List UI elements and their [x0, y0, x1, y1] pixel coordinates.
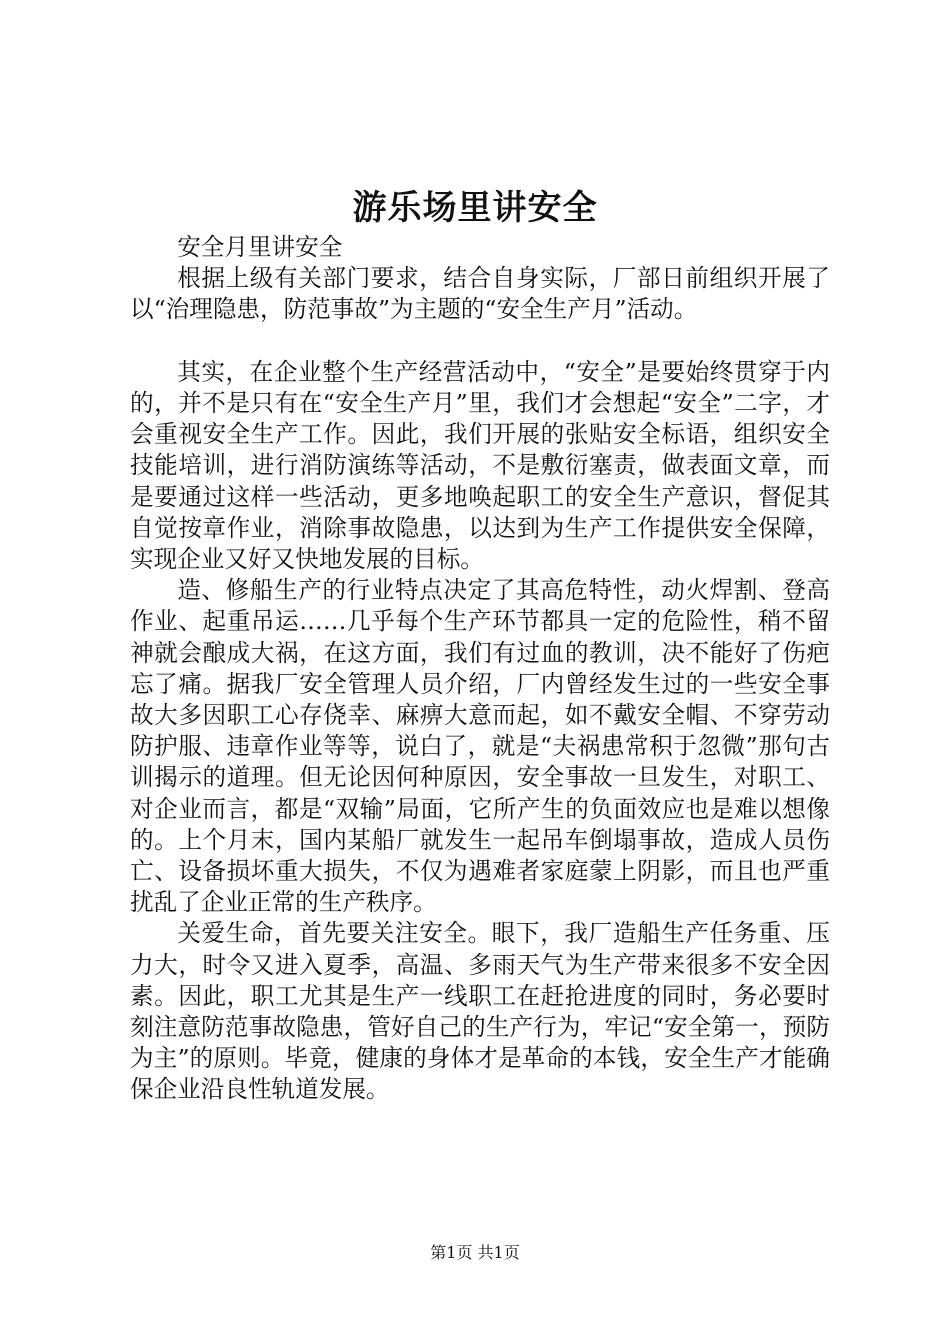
- document-title: 游乐场里讲安全: [352, 188, 598, 228]
- body-paragraph-3: 造、修船生产的行业特点决定了其高危特性，动火焊割、登高作业、起重吊运……几乎每个生产环节都具一定的危险性，稍不留神就会酿成大祸，在这方面，我们有过血的教训，决不能好了伤疤忘了痛。据我厂安全管理人员介绍，厂内曾经发生过的一些安全事故大多因职工心存侥幸、麻痹大意而起，如不戴安全帽、不穿劳动防护服、违章作业等等，说白了，就是“夫祸患常积于忽微”那句古训揭示的道理。但无论因何种原因，安全事故一旦发生，对职工、对企业而言，都是“双输”局面，它所产生的负面效应也是难以想像的。上个月末，国内某船厂就发生一起吊车倒塌事故，造成人员伤亡、设备损坏重大损失，不仅为遇难者家庭蒙上阴影，而且也严重扰乱了企业正常的生产秩序。: [130, 576, 830, 917]
- document-body: [130, 232, 830, 1106]
- page-footer: 第1页 共1页: [430, 1243, 520, 1262]
- body-paragraph-2: 其实，在企业整个生产经营活动中，“安全”是要始终贯穿于内的，并不是只有在“安全生产月”里，我们才会想起“安全”二字，才会重视安全生产工作。因此，我们开展的张贴安全标语，组织安全技能培训，进行消防演练等活动，不是敷衍塞责，做表面文章，而是要通过这样一些活动，更多地唤起职工的安全生产意识，督促其自觉按章作业，消除事故隐患，以达到为生产工作提供安全保障，实现企业又好又快地发展的目标。: [130, 357, 830, 574]
- subtitle-paragraph: 安全月里讲安全: [177, 233, 343, 261]
- body-paragraph-1: 根据上级有关部门要求，结合自身实际，厂部日前组织开展了以“治理隐患，防范事故”为主题的“安全生产月”活动。: [130, 264, 830, 324]
- body-paragraph-4: 关爱生命，首先要关注安全。眼下，我厂造船生产任务重、压力大，时令又进入夏季，高温、多雨天气为生产带来很多不安全因素。因此，职工尤其是生产一线职工在赶抢进度的同时，务必要时刻注意防范事故隐患，管好自己的生产行为，牢记“安全第一，预防为主”的原则。毕竟，健康的身体才是革命的本钱，安全生产才能确保企业沿良性轨道发展。: [130, 919, 830, 1104]
